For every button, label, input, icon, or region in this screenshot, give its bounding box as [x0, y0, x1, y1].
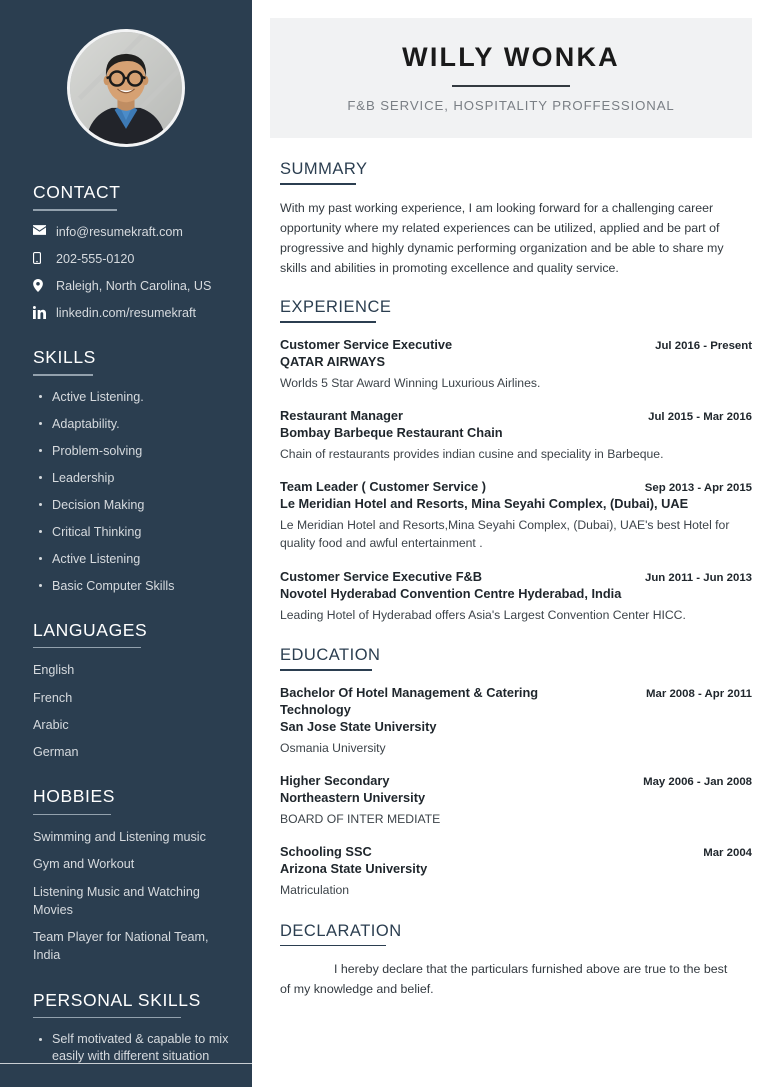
- skills-list: [22, 389, 230, 595]
- entry-description: Leading Hotel of Hyderabad offers Asia's Largest Convention Center HICC.: [280, 607, 686, 622]
- section-experience: [280, 298, 752, 624]
- experience-entry: [280, 336, 752, 392]
- list-item: Basic Computer Skills: [22, 578, 230, 595]
- list-item: Adaptability.: [22, 416, 230, 433]
- summary-text: With my past working experience, I am looking forward for a challenging career opportunity where my related experiences can be utilized, applied and be part of progressive and highly dynamic performing organization and be able to share my skills and abilities in promoting excellence and quality service.: [280, 200, 724, 275]
- skills-heading: SKILLS: [33, 346, 96, 367]
- phone-icon: [33, 251, 51, 264]
- job-title: F&B SERVICE, HOSPITALITY PROFFESSIONAL: [347, 97, 675, 113]
- entry-description: BOARD OF INTER MEDIATE: [280, 812, 441, 827]
- personal-skills-divider: [33, 1017, 181, 1019]
- list-item: Active Listening: [22, 551, 230, 568]
- entry-date: May 2006 - Jan 2008: [643, 776, 752, 789]
- list-item: Gym and Workout: [33, 857, 135, 872]
- main-content: [252, 0, 768, 1087]
- entry-org: Novotel Hyderabad Convention Centre Hyderabad, India: [280, 585, 622, 601]
- name-divider: [452, 85, 570, 87]
- contact-location-value: Raleigh, North Carolina, US: [56, 278, 212, 293]
- education-entry: [280, 772, 752, 828]
- list-item: Leadership: [22, 470, 230, 487]
- list-item: French: [33, 690, 73, 705]
- contact-item-phone[interactable]: [33, 251, 230, 268]
- envelope-icon: [33, 224, 51, 235]
- languages-heading: LANGUAGES: [33, 619, 148, 640]
- summary-divider: [280, 183, 356, 185]
- sidebar-section-hobbies: [22, 787, 230, 964]
- list-item: Arabic: [33, 717, 69, 732]
- entry-date: Jul 2016 - Present: [655, 339, 752, 352]
- section-education: [280, 646, 752, 900]
- contact-divider: [33, 209, 117, 211]
- contact-email-value: info@resumekraft.com: [56, 224, 183, 239]
- contact-heading: CONTACT: [33, 182, 121, 202]
- education-entry: [280, 684, 752, 757]
- entry-title: Restaurant Manager: [280, 407, 404, 423]
- experience-entry: [280, 568, 752, 624]
- declaration-heading: DECLARATION: [280, 921, 402, 940]
- entry-description: Osmania University: [280, 740, 386, 755]
- entry-date: Sep 2013 - Apr 2015: [644, 482, 752, 495]
- contact-item-linkedin[interactable]: [33, 305, 230, 322]
- section-declaration: [280, 922, 752, 1000]
- entry-org: Northeastern University: [280, 790, 426, 806]
- sidebar-section-personal-skills: [22, 991, 230, 1066]
- declaration-text: I hereby declare that the particulars furnished above are true to the best of my knowledge and belief.: [280, 962, 728, 997]
- contact-item-email[interactable]: [33, 224, 230, 241]
- entry-org: Bombay Barbeque Restaurant Chain: [280, 424, 503, 440]
- education-heading: EDUCATION: [280, 646, 381, 665]
- avatar-container: [22, 0, 230, 147]
- name-banner: [270, 18, 752, 138]
- sidebar-section-skills: [22, 348, 230, 595]
- page-title: WILLY WONKA: [402, 42, 620, 73]
- skills-divider: [33, 374, 93, 376]
- hobbies-divider: [33, 814, 111, 816]
- list-item: Listening Music and Watching Movies: [33, 884, 200, 917]
- contact-item-location[interactable]: [33, 278, 230, 295]
- languages-list: [22, 661, 230, 761]
- list-item: English: [33, 663, 75, 678]
- entry-org: Arizona State University: [280, 861, 428, 877]
- entry-date: Jul 2015 - Mar 2016: [648, 410, 752, 423]
- linkedin-icon: [33, 305, 51, 319]
- education-entry: [280, 843, 752, 899]
- entry-title: Customer Service Executive: [280, 336, 453, 352]
- experience-heading: EXPERIENCE: [280, 297, 392, 316]
- experience-entry: [280, 407, 752, 463]
- list-item: Decision Making: [22, 497, 230, 514]
- entry-title: Higher Secondary: [280, 773, 390, 789]
- list-item: Swimming and Listening music: [33, 830, 206, 844]
- list-item: Active Listening.: [22, 389, 230, 406]
- list-item: German: [33, 745, 79, 759]
- entry-description: Chain of restaurants provides indian cusine and speciality in Barbeque.: [280, 446, 664, 461]
- hobbies-list: [22, 828, 230, 965]
- main-body: [280, 160, 752, 999]
- entry-title: Schooling SSC: [280, 844, 372, 860]
- list-item: Self motivated & capable to mix easily with different situation: [22, 1031, 230, 1065]
- languages-divider: [33, 647, 141, 649]
- list-item: Critical Thinking: [22, 524, 230, 541]
- entry-org: San Jose State University: [280, 718, 437, 734]
- education-divider: [280, 669, 372, 671]
- entry-date: Mar 2008 - Apr 2011: [646, 687, 752, 700]
- hobbies-heading: HOBBIES: [33, 786, 116, 807]
- entry-title: Team Leader ( Customer Service ): [280, 479, 487, 495]
- declaration-divider: [280, 945, 386, 947]
- summary-heading: SUMMARY: [280, 160, 368, 178]
- sidebar-section-languages: [22, 621, 230, 762]
- entry-description: Matriculation: [280, 883, 350, 898]
- list-item: Team Player for National Team, India: [33, 930, 209, 963]
- contact-phone-value: 202-555-0120: [56, 251, 135, 266]
- personal-skills-list: [22, 1031, 230, 1065]
- avatar: [67, 29, 185, 147]
- experience-divider: [280, 321, 376, 323]
- sidebar-section-contact: [22, 183, 230, 322]
- experience-entry: [280, 478, 752, 553]
- personal-skills-heading: PERSONAL SKILLS: [33, 989, 201, 1010]
- entry-date: Mar 2004: [703, 847, 752, 860]
- page-break-line: [0, 1063, 252, 1064]
- list-item: Problem-solving: [22, 443, 230, 460]
- entry-title: Customer Service Executive F&B: [280, 568, 482, 584]
- entry-date: Jun 2011 - Jun 2013: [644, 571, 752, 584]
- sidebar: [0, 0, 252, 1087]
- contact-linkedin-value: linkedin.com/resumekraft: [56, 305, 196, 320]
- entry-description: Worlds 5 Star Award Winning Luxurious Airlines.: [280, 375, 541, 390]
- contact-list: [22, 224, 230, 322]
- entry-org: QATAR AIRWAYS: [280, 353, 385, 369]
- entry-org: Le Meridian Hotel and Resorts, Mina Seyahi Complex, (Dubai), UAE: [280, 496, 689, 512]
- entry-title: Bachelor Of Hotel Management & Catering Technology: [280, 684, 539, 717]
- location-pin-icon: [33, 278, 51, 292]
- section-summary: [280, 160, 752, 278]
- entry-description: Le Meridian Hotel and Resorts,Mina Seyahi Complex, (Dubai), UAE's best Hotel for quality food and awful entertainment .: [280, 518, 730, 551]
